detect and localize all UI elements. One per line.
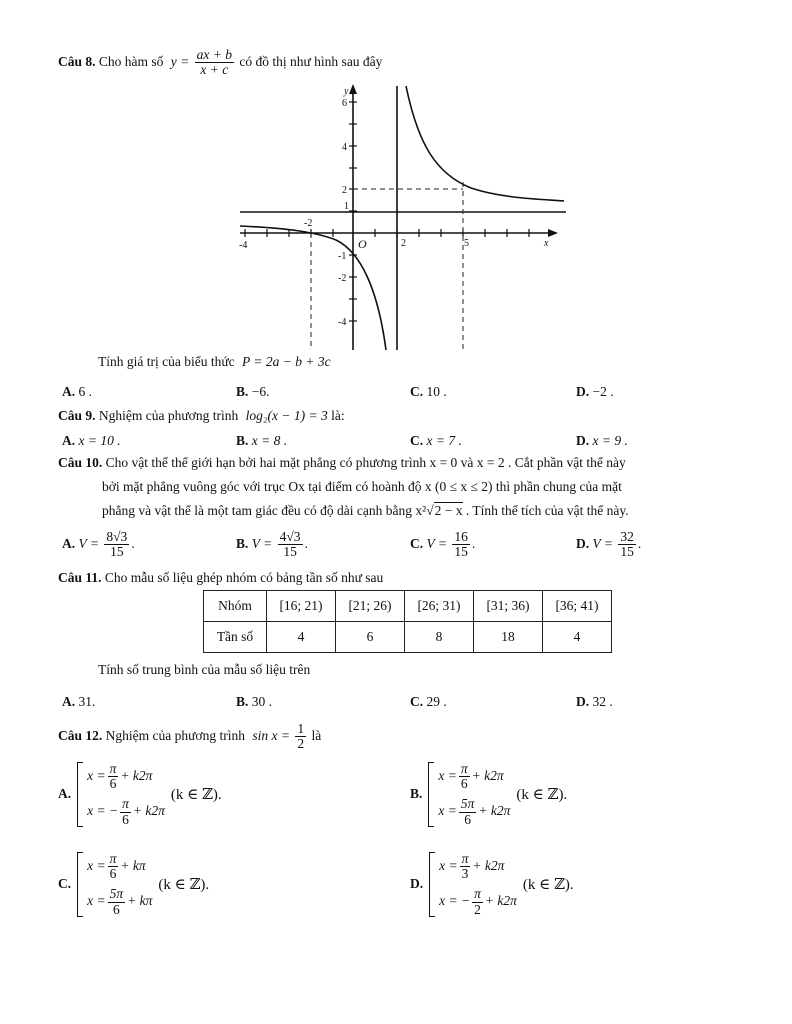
q8-option-a[interactable] bbox=[62, 384, 92, 400]
bracket bbox=[77, 852, 83, 917]
option-label: C. bbox=[58, 876, 72, 892]
table-cell: [26; 31) bbox=[405, 591, 474, 622]
q9-label: Câu 9. bbox=[58, 408, 96, 423]
option-lhs: V = bbox=[78, 535, 99, 551]
q10-line-1 bbox=[58, 455, 626, 471]
option-fraction bbox=[452, 530, 470, 559]
q11-heading bbox=[58, 570, 383, 586]
option-label: D. bbox=[410, 876, 424, 892]
option-end: . bbox=[471, 535, 476, 551]
lhs: x = bbox=[87, 767, 106, 783]
q11-frequency-table bbox=[203, 590, 612, 653]
q8-denominator: x + c bbox=[200, 62, 229, 78]
option-end: . bbox=[637, 535, 642, 551]
q8-heading bbox=[58, 48, 382, 77]
option-text: 32 . bbox=[592, 694, 613, 709]
tick-label: -4 bbox=[338, 317, 347, 328]
q9-tail: là: bbox=[331, 408, 345, 423]
solution-line-1 bbox=[87, 762, 165, 791]
option-label: C. bbox=[410, 433, 424, 448]
numerator: π bbox=[109, 851, 117, 866]
solution-line-1 bbox=[87, 852, 152, 881]
denominator: 15 bbox=[620, 544, 634, 560]
q8-option-b[interactable] bbox=[236, 384, 270, 400]
solution-line-2 bbox=[87, 797, 165, 826]
table-header-cell: Nhóm bbox=[204, 591, 267, 622]
q8-tail: có đồ thị như hình sau đây bbox=[239, 53, 383, 69]
condition: (k ∈ ℤ). bbox=[516, 786, 568, 803]
denominator: 3 bbox=[461, 866, 469, 882]
q8-intro: Cho hàm số bbox=[98, 53, 164, 69]
q12-option-d[interactable] bbox=[410, 852, 574, 917]
option-label: A. bbox=[58, 786, 72, 802]
option-text: 31. bbox=[78, 694, 96, 709]
q11-ask-text: Tính số trung bình của mẫu số liệu trên bbox=[98, 662, 311, 677]
q10-label: Câu 10. bbox=[58, 455, 103, 470]
q12-text: Nghiệm của phương trình bbox=[105, 727, 245, 743]
option-label: B. bbox=[410, 786, 423, 802]
q10-option-c[interactable] bbox=[410, 530, 475, 559]
table-cell: 4 bbox=[543, 622, 612, 653]
q9-equation: log₂(x − 1) = 3 bbox=[245, 408, 328, 423]
denominator: 6 bbox=[122, 811, 129, 827]
tick-label: 5 bbox=[464, 238, 469, 249]
q8-graph bbox=[236, 82, 568, 352]
lhs: x = − bbox=[87, 803, 119, 819]
bracket bbox=[429, 852, 435, 917]
denominator: 15 bbox=[283, 544, 297, 560]
solution-system bbox=[77, 852, 152, 917]
option-text: 30 . bbox=[251, 694, 273, 709]
bracket bbox=[428, 762, 434, 827]
numerator: 5π bbox=[460, 796, 475, 812]
tick-label: y bbox=[344, 86, 349, 97]
option-label: A. bbox=[62, 694, 76, 709]
option-fraction bbox=[618, 530, 636, 559]
option-lhs: V = bbox=[426, 535, 447, 551]
solution-system bbox=[428, 762, 510, 827]
rhs: + k2π bbox=[472, 857, 505, 873]
tick-label: -2 bbox=[338, 273, 347, 284]
q8-option-d[interactable] bbox=[576, 384, 614, 400]
tick-label: O bbox=[358, 237, 367, 251]
q12-tail: là bbox=[311, 727, 322, 743]
lhs: x = bbox=[87, 857, 106, 873]
rhs: + k2π bbox=[484, 893, 517, 909]
lhs: x = bbox=[438, 767, 457, 783]
option-fraction bbox=[104, 530, 129, 559]
numerator: 8√3 bbox=[106, 529, 128, 544]
q8-ask-prefix: Tính giá trị của biểu thức bbox=[98, 354, 235, 369]
numerator: 5π bbox=[109, 886, 124, 902]
q8-ask-expr: P = 2a − b + 3c bbox=[242, 354, 331, 369]
numerator: π bbox=[122, 796, 129, 812]
option-label: A. bbox=[62, 384, 76, 399]
bracket bbox=[77, 762, 83, 827]
option-label: C. bbox=[410, 694, 424, 709]
option-text: −6. bbox=[251, 384, 270, 399]
option-fraction bbox=[278, 530, 303, 559]
q9-option-c[interactable] bbox=[410, 433, 462, 449]
q11-option-c[interactable] bbox=[410, 694, 447, 710]
rhs: + k2π bbox=[471, 767, 504, 783]
solution-system bbox=[429, 852, 517, 917]
option-text: 10 . bbox=[426, 384, 447, 399]
tick-label: 1 bbox=[344, 201, 349, 212]
table-cell: 18 bbox=[474, 622, 543, 653]
x-axis-arrow bbox=[548, 229, 558, 237]
q8-question bbox=[98, 354, 331, 370]
option-lhs: V = bbox=[251, 535, 273, 551]
option-label: D. bbox=[576, 694, 590, 709]
q11-label: Câu 11. bbox=[58, 570, 102, 585]
table-cell: [31; 36) bbox=[474, 591, 543, 622]
q10-option-d[interactable] bbox=[576, 530, 641, 559]
q12-label: Câu 12. bbox=[58, 727, 103, 743]
numerator: π bbox=[474, 886, 481, 902]
option-text: 6 . bbox=[78, 384, 92, 399]
option-lhs: V = bbox=[592, 535, 613, 551]
option-label: A. bbox=[62, 535, 76, 551]
lhs: x = bbox=[439, 857, 458, 873]
q10-text-line-2: bởi mặt phẳng vuông góc với trục Ox tại điểm có hoành độ x (0 ≤ x ≤ 2) thì phần chung của mặt bbox=[102, 479, 622, 494]
rhs: + k2π bbox=[478, 803, 511, 819]
y-axis-arrow bbox=[349, 84, 357, 94]
q10-sqrt: 2 − x bbox=[434, 503, 463, 518]
q9-option-d[interactable] bbox=[576, 433, 628, 449]
denominator: 6 bbox=[109, 866, 117, 882]
lhs: x = bbox=[438, 803, 457, 819]
table-cell: 8 bbox=[405, 622, 474, 653]
numerator: π bbox=[109, 761, 117, 776]
tick-label: 6 bbox=[342, 98, 347, 109]
tick-label: -2 bbox=[304, 218, 313, 229]
tick-label: -1 bbox=[338, 251, 347, 262]
q12-eq-fraction bbox=[295, 722, 306, 751]
tick-label: x bbox=[544, 238, 549, 249]
curve-right-branch bbox=[406, 86, 564, 201]
q10-text-line-3a: phẳng và vật thể là một tam giác đều có độ dài cạnh bằng x² bbox=[102, 503, 427, 518]
option-label: D. bbox=[576, 535, 590, 551]
numerator: 16 bbox=[454, 529, 468, 544]
option-text: x = 8 . bbox=[251, 433, 288, 448]
table-cell: 4 bbox=[267, 622, 336, 653]
option-text: x = 9 . bbox=[592, 433, 628, 448]
q11-option-b[interactable] bbox=[236, 694, 272, 710]
table-cell: [21; 26) bbox=[336, 591, 405, 622]
tick-label: -4 bbox=[239, 240, 248, 251]
rhs: + kπ bbox=[120, 857, 146, 873]
denominator: 6 bbox=[109, 776, 117, 792]
solution-line-2 bbox=[87, 887, 152, 916]
q10-option-a[interactable] bbox=[62, 530, 135, 559]
q8-fraction bbox=[195, 48, 234, 77]
option-end: . bbox=[304, 535, 308, 551]
q9-text: Nghiệm của phương trình bbox=[98, 408, 239, 423]
numerator: 1 bbox=[297, 721, 305, 736]
table-cell: 6 bbox=[336, 622, 405, 653]
q9-option-b[interactable] bbox=[236, 433, 287, 449]
denominator: 15 bbox=[454, 544, 468, 560]
tick-label: 2 bbox=[401, 238, 406, 249]
numerator: π bbox=[460, 761, 468, 776]
option-text: −2 . bbox=[592, 384, 614, 399]
table-row bbox=[204, 591, 612, 622]
denominator: 2 bbox=[474, 901, 481, 917]
option-text: x = 7 . bbox=[426, 433, 462, 448]
q8-label: Câu 8. bbox=[58, 53, 96, 69]
q9-option-a[interactable] bbox=[62, 433, 121, 449]
condition: (k ∈ ℤ). bbox=[158, 876, 210, 893]
rhs: + k2π bbox=[132, 803, 165, 819]
condition: (k ∈ ℤ). bbox=[170, 786, 222, 803]
q8-option-c[interactable] bbox=[410, 384, 447, 400]
lhs: x = − bbox=[439, 893, 471, 909]
option-text: x = 10 . bbox=[78, 433, 121, 448]
solution-line-1 bbox=[439, 852, 517, 881]
numerator: 4√3 bbox=[279, 529, 301, 544]
option-label: B. bbox=[236, 433, 249, 448]
table-cell: [16; 21) bbox=[267, 591, 336, 622]
rhs: + k2π bbox=[120, 767, 153, 783]
option-label: D. bbox=[576, 433, 590, 448]
q10-option-b[interactable] bbox=[236, 530, 308, 559]
solution-system bbox=[77, 762, 165, 827]
q10-text-line-3b: . Tính thể tích của vật thể này. bbox=[465, 503, 629, 518]
condition: (k ∈ ℤ). bbox=[522, 876, 574, 893]
table-header-cell: Tần số bbox=[204, 622, 267, 653]
q11-option-d[interactable] bbox=[576, 694, 613, 710]
q12-eq-lhs: sin x = bbox=[252, 727, 290, 743]
option-label: B. bbox=[236, 535, 249, 551]
option-text: 29 . bbox=[426, 694, 447, 709]
q8-numerator: ax + b bbox=[196, 47, 232, 62]
q12-option-b[interactable] bbox=[410, 762, 567, 827]
denominator: 15 bbox=[110, 544, 124, 560]
table-cell: [36; 41) bbox=[543, 591, 612, 622]
q9-heading bbox=[58, 408, 345, 424]
table-row bbox=[204, 622, 612, 653]
tick-label: 2 bbox=[342, 185, 347, 196]
denominator: 6 bbox=[460, 776, 468, 792]
option-label: C. bbox=[410, 535, 424, 551]
q12-heading bbox=[58, 722, 321, 751]
numerator: π bbox=[461, 851, 469, 866]
lhs: x = bbox=[87, 893, 106, 909]
option-label: B. bbox=[236, 694, 249, 709]
q12-option-a[interactable] bbox=[58, 762, 222, 827]
option-label: D. bbox=[576, 384, 590, 399]
option-label: A. bbox=[62, 433, 76, 448]
numerator: 32 bbox=[620, 529, 634, 544]
denominator: 6 bbox=[112, 901, 120, 917]
q10-text-line-1: Cho vật thể thể giới hạn bởi hai mặt phẳng có phương trình x = 0 và x = 2 . Cắt phần vật thể này bbox=[105, 455, 626, 470]
q10-line-2 bbox=[102, 479, 622, 495]
q11-option-a[interactable] bbox=[62, 694, 95, 710]
solution-line-2 bbox=[439, 887, 517, 916]
solution-line-1 bbox=[438, 762, 510, 791]
denominator: 2 bbox=[297, 736, 305, 752]
denominator: 6 bbox=[464, 811, 471, 827]
tick-label: 4 bbox=[342, 142, 347, 153]
q12-option-c[interactable] bbox=[58, 852, 209, 917]
q10-line-3: phẳng và vật thể là một tam giác đều có độ dài cạnh bằng x²√2 − x . Tính thể tích của vật thể này. bbox=[102, 503, 629, 518]
q8-y-eq: y = bbox=[170, 53, 190, 69]
solution-line-2 bbox=[438, 797, 510, 826]
option-label: C. bbox=[410, 384, 424, 399]
rhs: + kπ bbox=[127, 893, 153, 909]
q11-ask bbox=[98, 662, 310, 678]
q11-text: Cho mẫu số liệu ghép nhóm có bảng tần số như sau bbox=[104, 570, 384, 585]
option-label: B. bbox=[236, 384, 249, 399]
option-end: . bbox=[131, 535, 135, 551]
